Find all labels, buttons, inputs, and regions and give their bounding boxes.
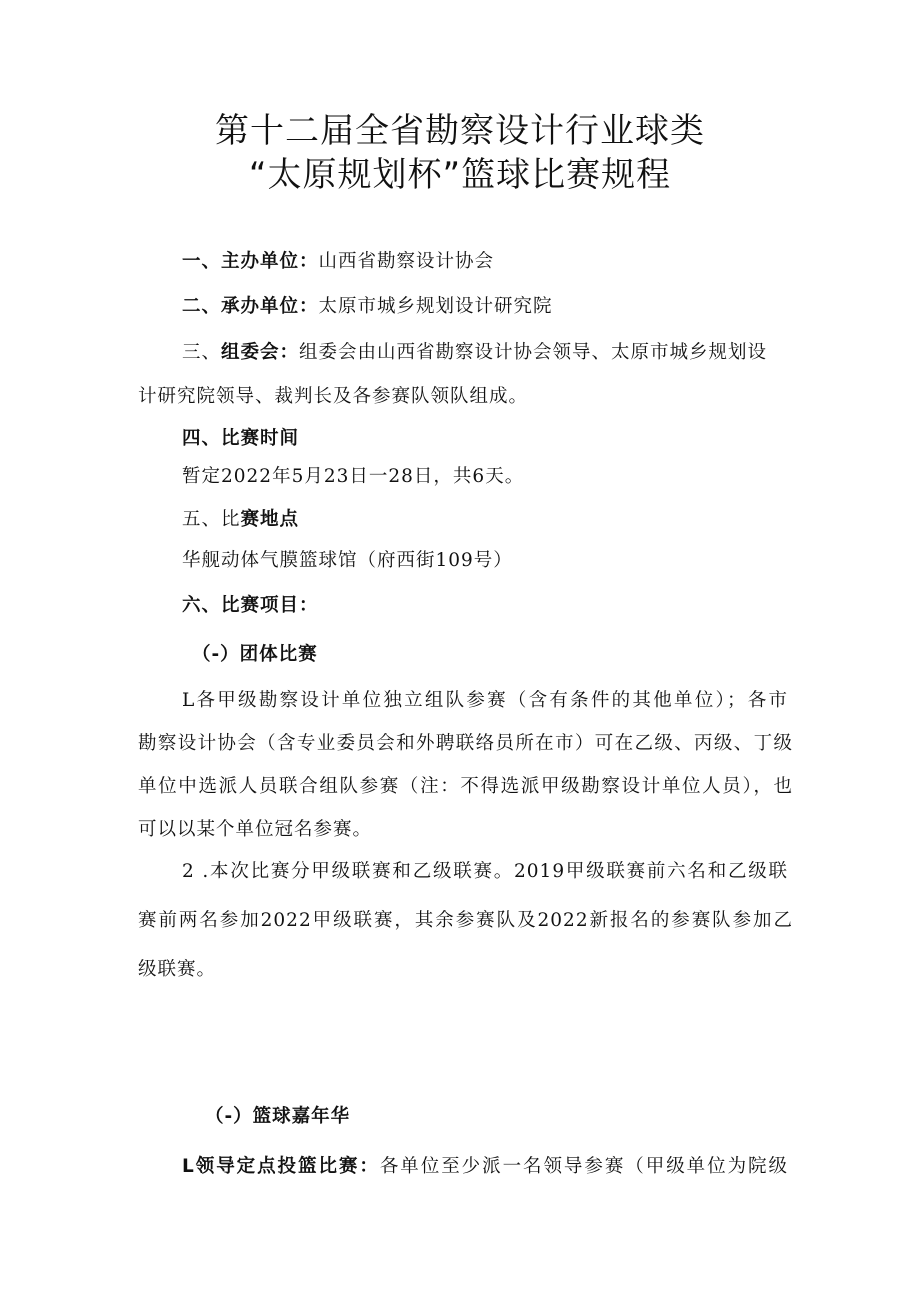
host-label: 一、主办单位： — [182, 251, 319, 272]
time-heading: 四、比赛时间 — [182, 428, 300, 449]
events-heading: 六、比赛项目： — [182, 595, 319, 616]
host-value: 山西省勘察设计协会 — [318, 251, 495, 272]
committee-line-1 — [182, 344, 788, 363]
organizer-label: 二、承办单位： — [182, 296, 319, 317]
committee-prefix: 三、 — [182, 342, 222, 363]
team-p1-line-4: 可以以某个单位冠名参赛。 — [138, 819, 373, 840]
committee-line-2: 计研究院领导、裁判长及各参赛队领队组成。 — [138, 386, 529, 407]
time-value: 暂定2022年5月23日一28日，共6天。 — [182, 466, 525, 487]
committee-label: 组委会： — [221, 342, 300, 363]
document-title-line-2: “太原规划杯”篮球比赛规程 — [248, 155, 672, 195]
team-p1-line-1: L各甲级勘察设计单位独立组队参赛（含有条件的其他单位）；各市 — [182, 690, 788, 711]
team-p2-line-2: 赛前两名参加2022甲级联赛，其余参赛队及2022新报名的参赛队参加乙 — [138, 910, 793, 931]
venue-prefix: 五、比 — [182, 509, 241, 530]
organizer-section — [182, 298, 837, 317]
carnival-heading: （-）篮球嘉年华 — [205, 1106, 351, 1127]
team-p2-line-3: 级联赛。 — [138, 959, 217, 980]
team-heading: （-）团体比赛 — [192, 644, 318, 665]
venue-value: 华舰动体气膜篮球馆（府西街109号） — [182, 550, 513, 571]
carnival-item-label: L领导定点投篮比赛： — [182, 1156, 380, 1177]
venue-heading — [182, 511, 837, 530]
organizer-value: 太原市城乡规划设计研究院 — [318, 296, 553, 317]
committee-text-1: 组委会由山西省勘察设计协会领导、太原市城乡规划设 — [299, 342, 768, 363]
team-p2-line-1: 2 .本次比赛分甲级联赛和乙级联赛。2019甲级联赛前六名和乙级联 — [182, 861, 788, 882]
host-section — [182, 253, 837, 272]
carnival-item-line-1 — [182, 1158, 788, 1177]
carnival-item-text: 各单位至少派一名领导参赛（甲级单位为院级 — [379, 1156, 788, 1177]
venue-heading-bold: 赛地点 — [240, 509, 300, 530]
document-title-line-1: 第十二届全省勘察设计行业球类 — [215, 111, 705, 151]
team-p1-line-2: 勘察设计协会（含专业委员会和外聘联络员所在市）可在乙级、丙级、丁级 — [138, 733, 793, 754]
team-p1-line-3: 单位中选派人员联合组队参赛（注：不得选派甲级勘察设计单位人员），也 — [138, 776, 793, 797]
